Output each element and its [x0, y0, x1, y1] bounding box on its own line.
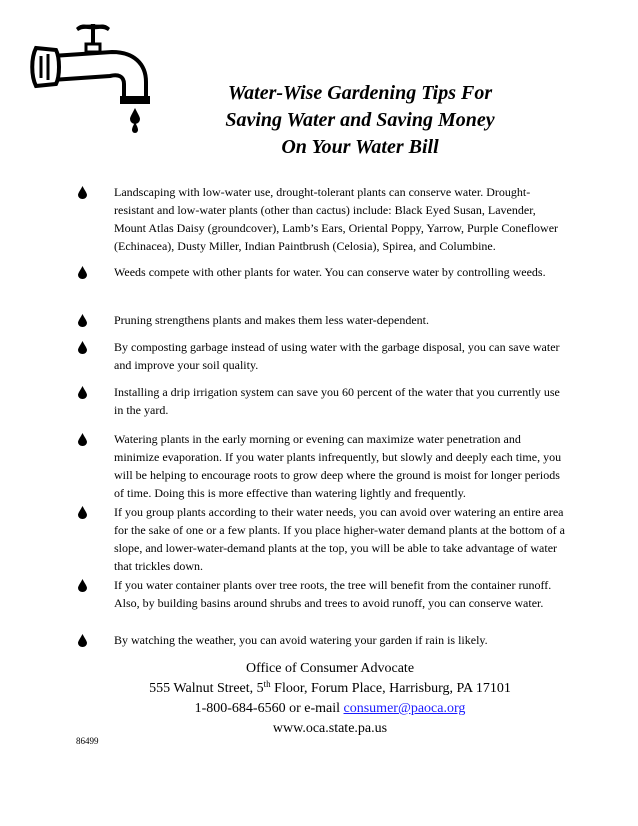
- water-drop-icon: [78, 266, 87, 279]
- email-link[interactable]: consumer@paoca.org: [343, 701, 466, 716]
- tip-item: [78, 263, 568, 311]
- tip-text: Weeds compete with other plants for water. You can conserve water by controlling weeds.: [114, 265, 546, 279]
- water-drop-icon: [78, 506, 87, 519]
- document-number: 86499: [76, 736, 99, 746]
- tip-text: Landscaping with low-water use, drought-tolerant plants can conserve water. Drought-resistant and low-water plants (other than cactus) include: Black Eyed Susan, Lavender, Mount Atlas Daisy (groundcover), Lamb’s Ears, Oriental Poppy, Yarrow, Purple Coneflower (Echinacea), Dusty Miller, Indian Paintbrush (Celosia), Spirea, and Columbine.: [114, 185, 559, 253]
- tip-text: Pruning strengthens plants and makes them less water-dependent.: [114, 313, 430, 327]
- water-drop-icon: [78, 433, 87, 446]
- office-address: [120, 679, 540, 699]
- tip-item: [78, 311, 568, 338]
- address-rest: Floor, Forum Place, Harrisburg, PA 17101: [270, 681, 511, 696]
- website-url: www.oca.state.pa.us: [272, 721, 388, 736]
- page-title: [150, 80, 570, 161]
- address-street: 555 Walnut Street, 5: [149, 681, 264, 696]
- tip-item: [78, 576, 568, 631]
- tip-text: By composting garbage instead of using water with the garbage disposal, you can save water and improve your soil quality.: [114, 340, 560, 372]
- tip-text: If you group plants according to their water needs, you can avoid over watering an entire area for the sake of one or a few plants. If you place higher-water demand plants at the bottom of a slope, and lower-water-demand plants at the top, you will be able to take advantage of water that trickles down.: [114, 505, 565, 573]
- tip-text: By watching the weather, you can avoid watering your garden if rain is likely.: [114, 633, 488, 647]
- tip-text: Watering plants in the early morning or evening can maximize water penetration and minimize evaporation. If you water plants infrequently, but slowly and deeply each time, you will be helping to encourage roots to grow deep where the ground is moist for longer periods of time. Doing this is more effective than watering lightly and frequently.: [114, 432, 562, 500]
- contact-line: [120, 699, 540, 719]
- water-drop-icon: [78, 186, 87, 199]
- tip-item: [78, 383, 568, 430]
- title-line-1: Water-Wise Gardening Tips For: [227, 82, 493, 104]
- water-drop-icon: [78, 579, 87, 592]
- water-drop-icon: [78, 341, 87, 354]
- phone-number: 1-800-684-6560 or e-mail: [194, 701, 344, 716]
- tip-item: [78, 503, 568, 576]
- tip-item: [78, 631, 568, 651]
- water-drop-icon: [78, 314, 87, 327]
- title-line-3: On Your Water Bill: [281, 136, 439, 158]
- tip-text: If you water container plants over tree roots, the tree will benefit from the container runoff. Also, by building basins around shrubs and trees to avoid runoff, you can conserve water.: [114, 578, 552, 610]
- tip-item: [78, 183, 568, 263]
- tip-item: [78, 338, 568, 383]
- title-line-2: Saving Water and Saving Money: [225, 109, 495, 131]
- water-drop-icon: [78, 634, 87, 647]
- office-name: Office of Consumer Advocate: [245, 661, 415, 676]
- tip-item: [78, 430, 568, 503]
- water-drop-icon: [78, 386, 87, 399]
- tips-list: [78, 183, 568, 651]
- tip-text: Installing a drip irrigation system can save you 60 percent of the water that you currently use in the yard.: [114, 385, 560, 417]
- contact-footer: [120, 659, 540, 739]
- faucet-icon: [30, 18, 160, 133]
- address-ordinal: th: [263, 679, 271, 689]
